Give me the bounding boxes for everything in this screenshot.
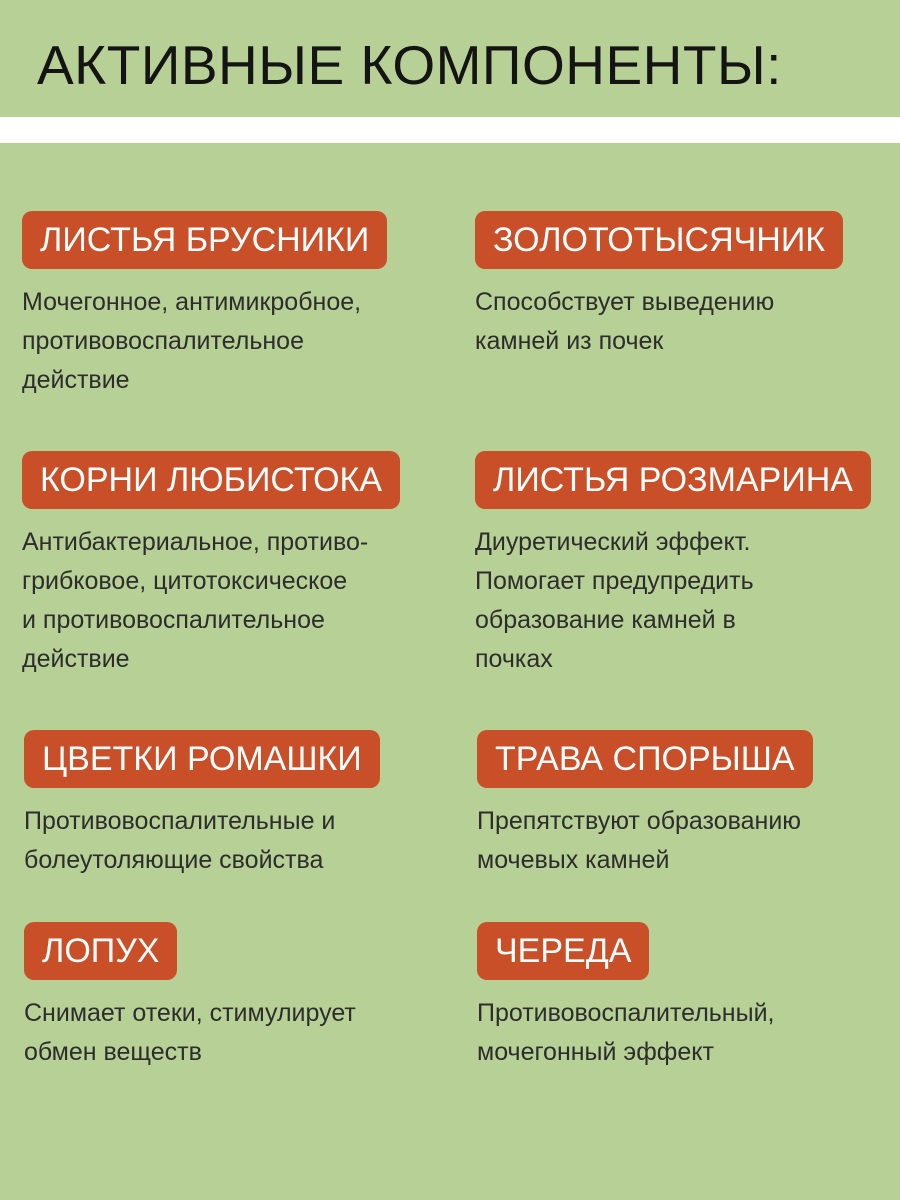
component-description: Противовоспалительные и болеутоляющие свойства bbox=[24, 807, 336, 874]
component-card-burdock bbox=[24, 922, 444, 1072]
component-description: Диуретический эффект. Помогает предупредить образование камней в почках bbox=[475, 528, 754, 673]
component-card-knotweed bbox=[477, 730, 897, 880]
component-name-badge: ЧЕРЕДА bbox=[477, 922, 649, 980]
component-name-badge: КОРНИ ЛЮБИСТОКА bbox=[22, 451, 400, 509]
component-description: Противовоспалительный, мочегонный эффект bbox=[477, 999, 775, 1066]
component-card-bidens bbox=[477, 922, 897, 1072]
component-description: Способствует выведению камней из почек bbox=[475, 288, 775, 355]
page-title: АКТИВНЫЕ КОМПОНЕНТЫ: bbox=[37, 34, 782, 96]
component-name-badge: ЛОПУХ bbox=[24, 922, 177, 980]
component-name-badge: ТРАВА СПОРЫША bbox=[477, 730, 813, 788]
component-card-lovage-roots bbox=[22, 451, 442, 679]
component-card-centaury bbox=[475, 211, 895, 361]
component-description: Снимает отеки, стимулирует обмен веществ bbox=[24, 999, 356, 1066]
component-description: Препятствуют образованию мочевых камней bbox=[477, 807, 802, 874]
component-name-badge: ЦВЕТКИ РОМАШКИ bbox=[24, 730, 380, 788]
component-card-lingonberry-leaves bbox=[22, 211, 442, 400]
divider-stripe bbox=[0, 117, 900, 143]
component-name-badge: ЛИСТЬЯ РОЗМАРИНА bbox=[475, 451, 871, 509]
component-description: Антибактериальное, противо- грибковое, цитотоксическое и противовоспалительное действие bbox=[22, 528, 369, 673]
component-description: Мочегонное, антимикробное, противовоспалительное действие bbox=[22, 288, 362, 394]
component-name-badge: ЗОЛОТОТЫСЯЧНИК bbox=[475, 211, 843, 269]
component-card-chamomile-flowers bbox=[24, 730, 444, 880]
component-name-badge: ЛИСТЬЯ БРУСНИКИ bbox=[22, 211, 387, 269]
component-card-rosemary-leaves bbox=[475, 451, 895, 679]
